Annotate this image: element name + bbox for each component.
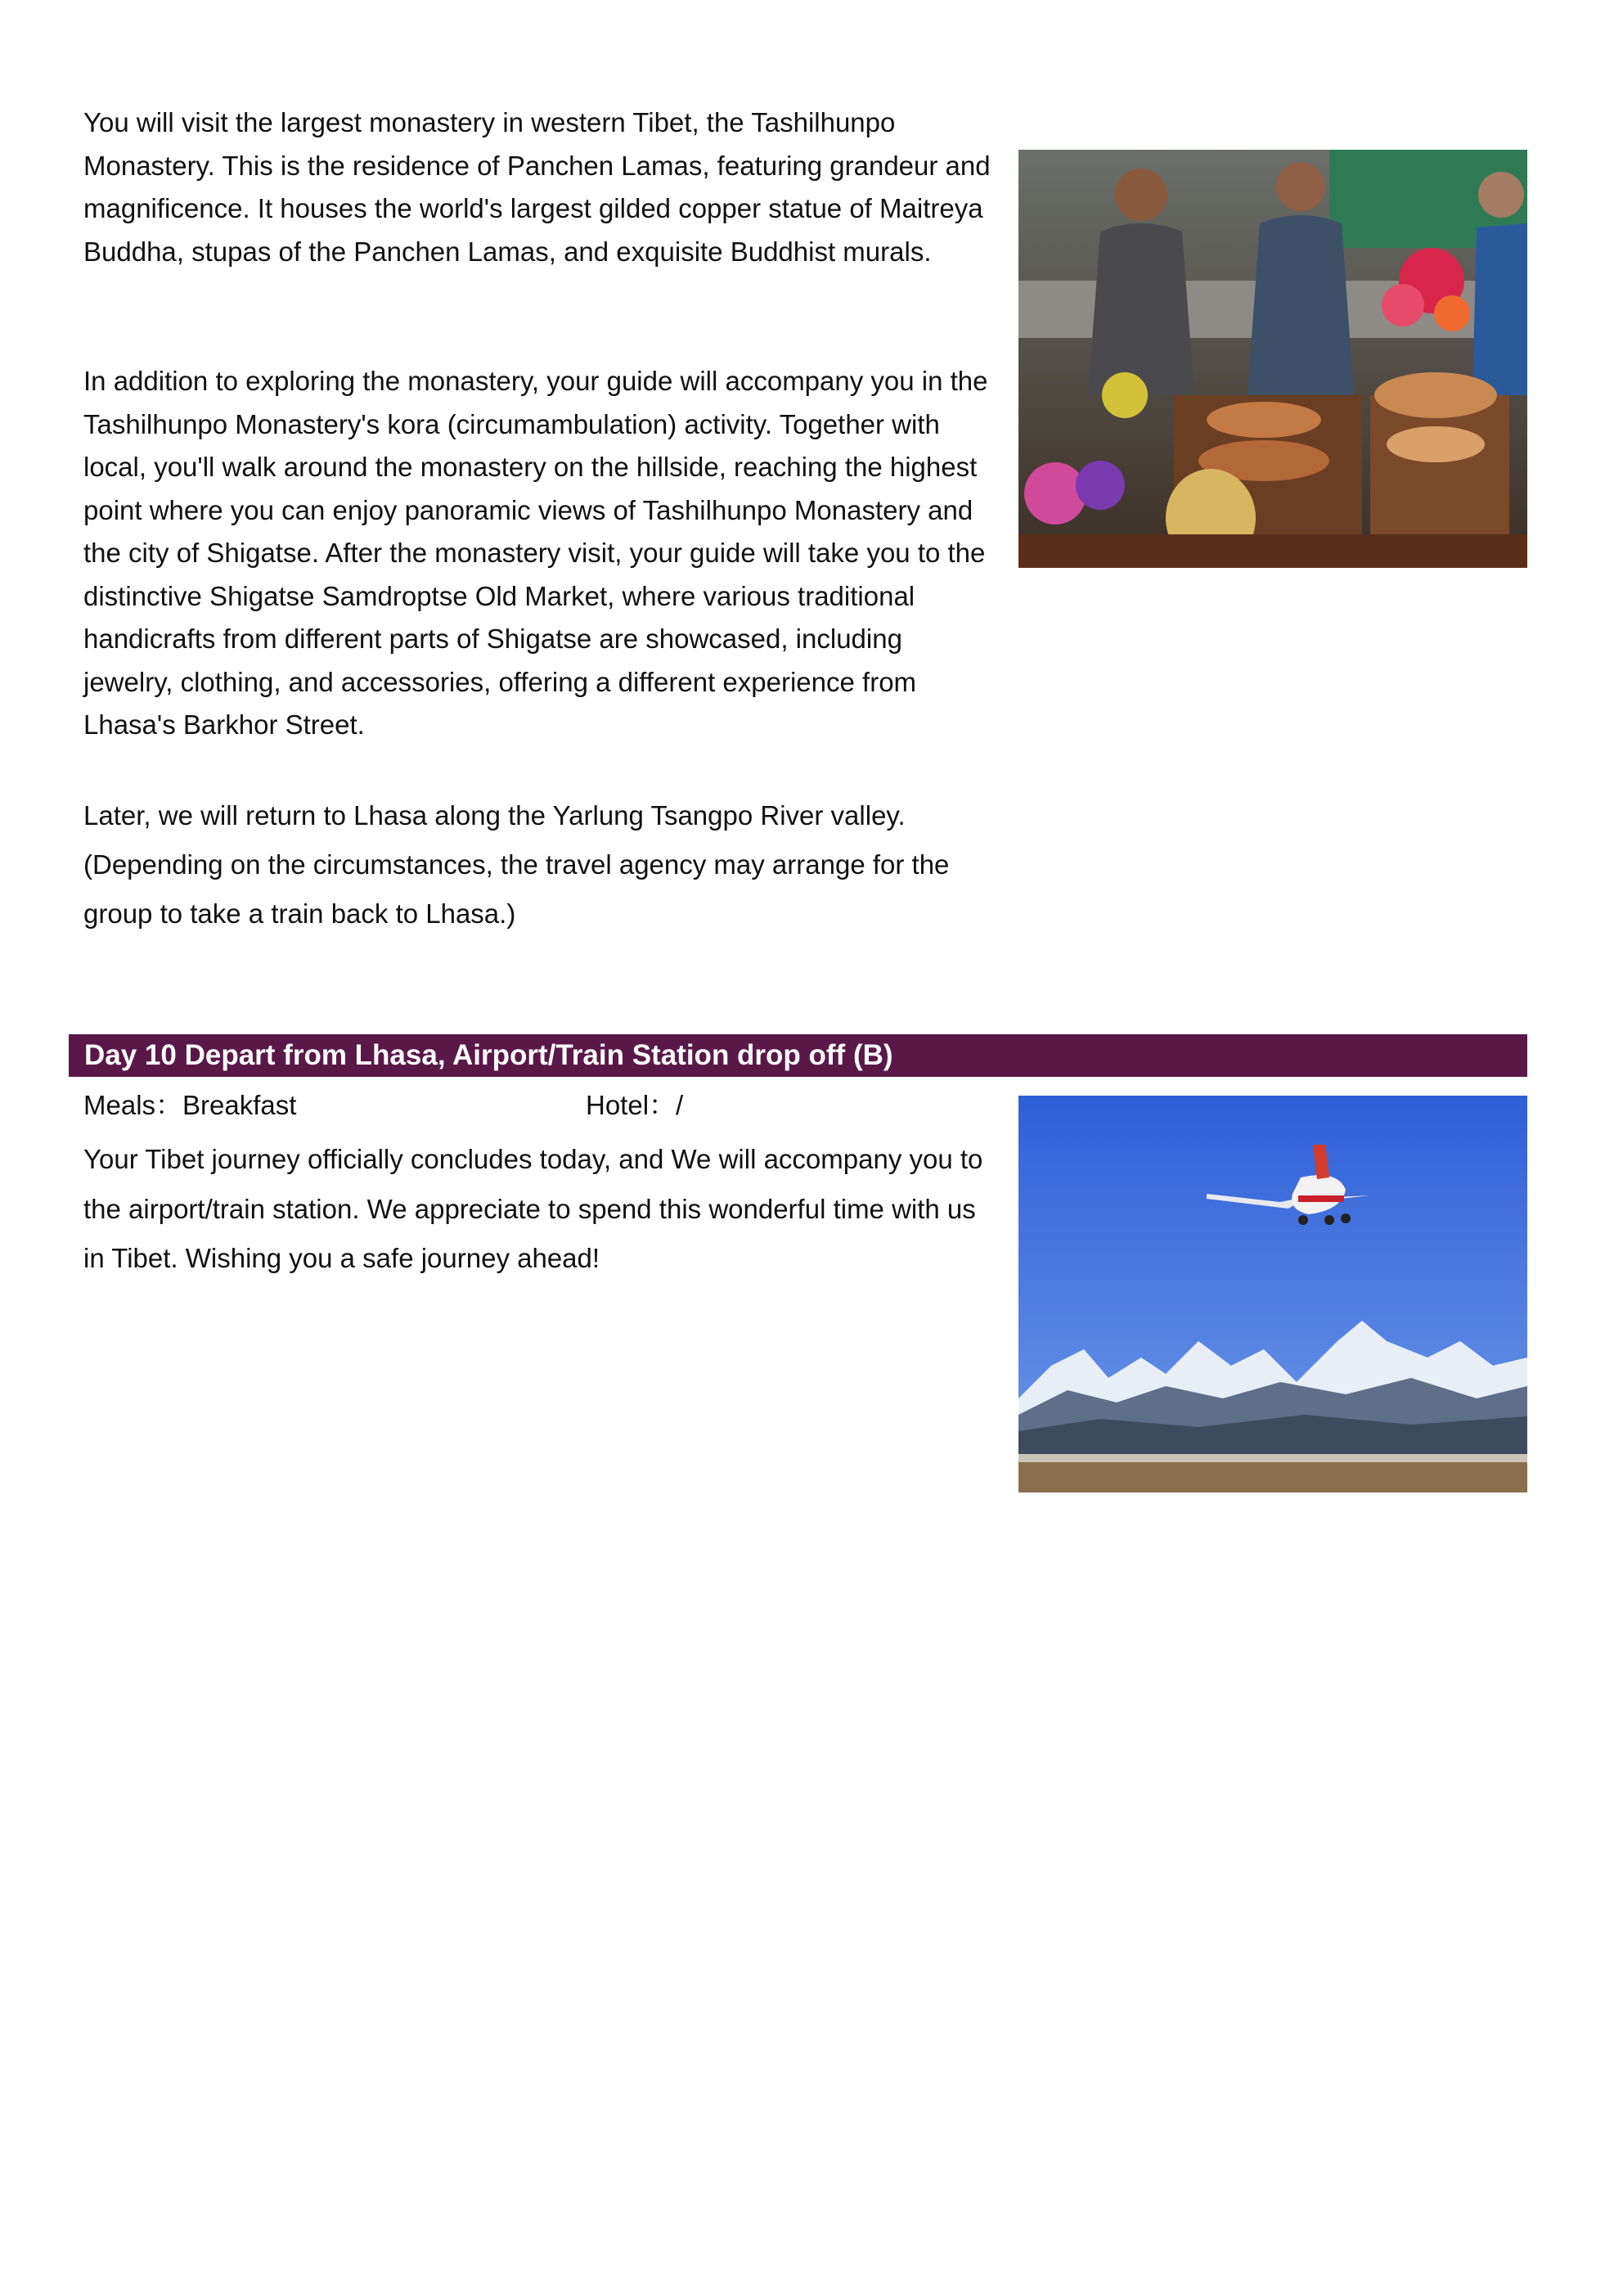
- intro-paragraph-2: In addition to exploring the monastery, your guide will accompany you in the Tashilhunpo Monastery's kora (circumambulation) activity. Together with local, you'll walk around the monastery on the hillside, reaching the highest point where you can enjoy panoramic views of Tashilhunpo Monastery and the city of Shigatse. After the monastery visit, your guide will take you to the distinctive Shigatse Samdroptse Old Market, where various traditional handicrafts from different parts of Shigatse are showcased, including jewelry, clothing, and accessories, offering a different experience from Lhasa's Barkhor Street.: [83, 366, 988, 740]
- day-10-description: Your Tibet journey officially concludes today, and We will accompany you to the airport/train station. We appreciate to spend this wonderful time with us in Tibet. Wishing you a safe journey ahead!: [83, 1144, 983, 1273]
- hotel-info: Hotel：/: [586, 1090, 684, 1120]
- day-10-header: Day 10 Depart from Lhasa, Airport/Train Station drop off (B): [69, 1034, 1527, 1077]
- market-photo: [1018, 150, 1527, 568]
- airplane-photo: [1018, 1096, 1527, 1492]
- meals-info: Meals：Breakfast: [83, 1090, 297, 1120]
- intro-paragraph-1: You will visit the largest monastery in western Tibet, the Tashilhunpo Monastery. This is the residence of Panchen Lamas, featuring grandeur and magnificence. It houses the world's largest gilded copper statue of Maitreya Buddha, stupas of the Panchen Lamas, and exquisite Buddhist murals.: [83, 107, 991, 267]
- intro-paragraph-3: Later, we will return to Lhasa along the Yarlung Tsangpo River valley. (Depending on the circumstances, the travel agency may arrange for the group to take a train back to Lhasa.): [83, 800, 950, 929]
